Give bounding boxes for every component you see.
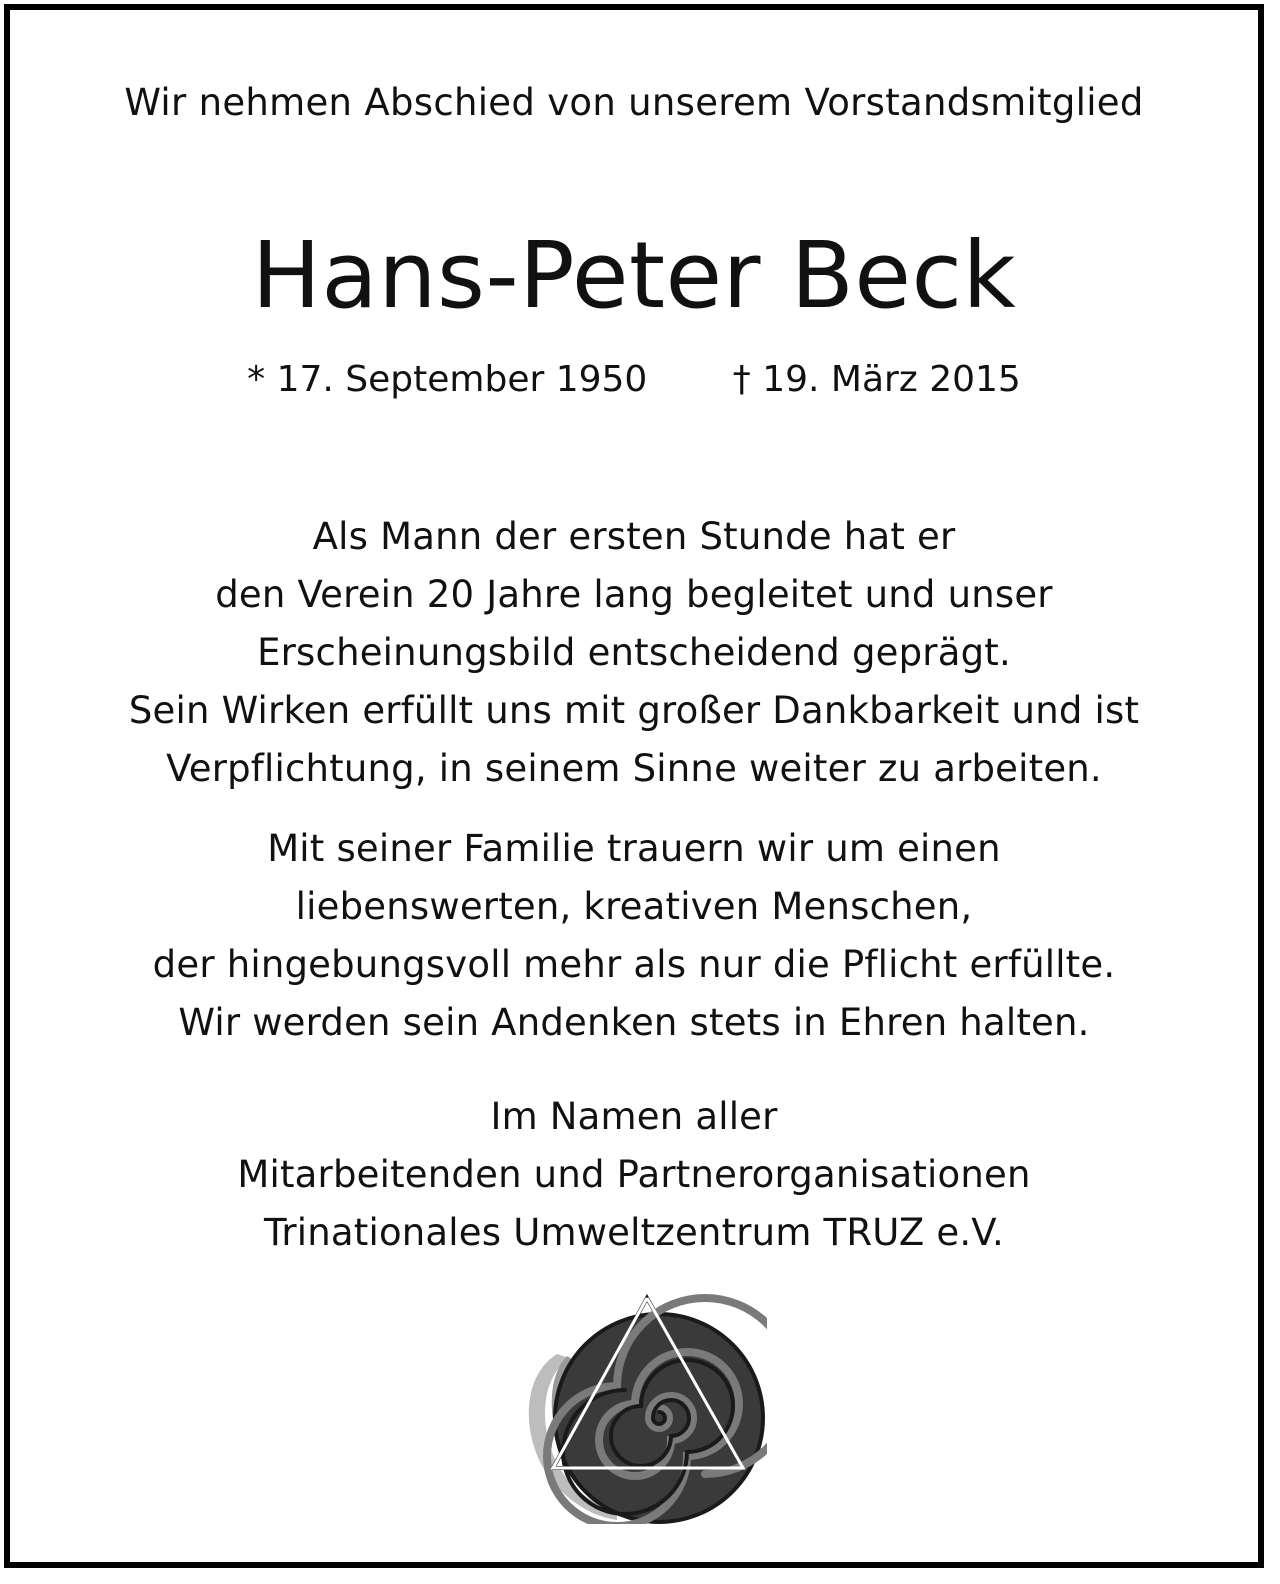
tribute-line: Verpflichtung, in seinem Sinne weiter zu arbeiten. (166, 747, 1102, 790)
obituary-notice (4, 4, 1264, 1568)
mourning-paragraph (10, 820, 1258, 1052)
mourning-line: der hingebungsvoll mehr als nur die Pflicht erfüllte. (152, 943, 1116, 986)
death-date: † 19. März 2015 (732, 359, 1021, 400)
signature-block (10, 1088, 1258, 1262)
tribute-line: Als Mann der ersten Stunde hat er (312, 515, 956, 558)
signature-line: Im Namen aller (490, 1095, 778, 1138)
tribute-line: den Verein 20 Jahre lang begleitet und unser (215, 573, 1053, 616)
signature-line: Trinationales Umweltzentrum TRUZ e.V. (263, 1211, 1005, 1254)
mourning-line: Mit seiner Familie trauern wir um einen (267, 827, 1001, 870)
intro-line: Wir nehmen Abschied von unserem Vorstandsmitglied (124, 81, 1144, 124)
tribute-paragraph (10, 508, 1258, 798)
tribute-line: Sein Wirken erfüllt uns mit großer Dankbarkeit und ist (128, 689, 1140, 732)
deceased-name: Hans-Peter Beck (251, 222, 1017, 329)
birth-date: * 17. September 1950 (247, 359, 648, 400)
mourning-line: Wir werden sein Andenken stets in Ehren halten. (178, 1001, 1090, 1044)
spiral-triangle-logo-icon (517, 1284, 767, 1524)
mourning-line: liebenswerten, kreativen Menschen, (295, 885, 973, 928)
life-dates (10, 356, 1258, 404)
tribute-line: Erscheinungsbild entscheidend geprägt. (257, 631, 1011, 674)
signature-line: Mitarbeitenden und Partnerorganisationen (237, 1153, 1031, 1196)
